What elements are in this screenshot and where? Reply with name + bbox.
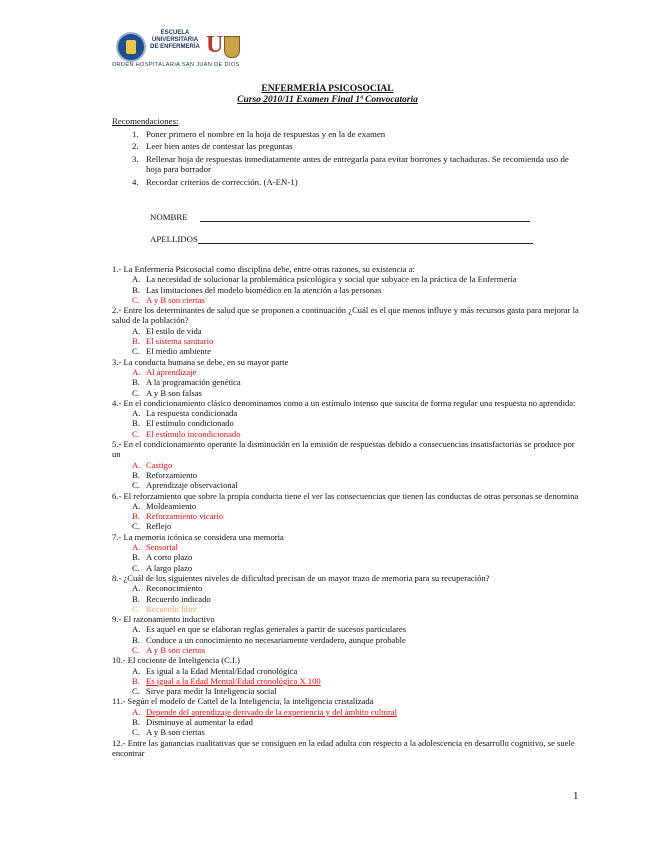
answer-option[interactable]: [112, 460, 582, 470]
option-letter: C.: [132, 387, 140, 398]
option-letter: C.: [132, 428, 140, 439]
option-text: Al aprendizaje: [146, 366, 197, 377]
answer-option[interactable]: [112, 727, 582, 737]
surname-field[interactable]: [150, 234, 533, 244]
recommendation-text: Rellenar hoja de respuestas inmediatamente antes de entregarla para evitar borrones y tachaduras. Se recomienda uso de hoja para borrador: [146, 153, 569, 175]
option-text: El estímulo incondicionado: [146, 428, 241, 439]
option-letter: B.: [132, 717, 140, 728]
option-letter: C.: [132, 480, 140, 491]
answer-option[interactable]: [112, 408, 582, 418]
question-block: [112, 264, 582, 305]
recommendations-title: Recomendaciones:: [112, 116, 179, 126]
option-text: A y B son falsas: [146, 387, 202, 398]
question-text: 8.- ¿Cuál de los siguientes niveles de dificultad precisan de un mayor trazo de memoria para su recuperación?: [112, 572, 490, 583]
option-letter: C.: [132, 294, 140, 305]
option-text: Las limitaciones del modelo biomédico en la atención a las personas: [146, 284, 382, 295]
option-letter: B.: [132, 336, 140, 347]
answer-option[interactable]: [112, 552, 582, 562]
option-text: El estilo de vida: [146, 325, 202, 336]
option-text: Sirve para medir la Inteligencia social: [146, 686, 277, 697]
questions-list: [112, 264, 582, 758]
question-text: 10.- El cociente de Inteligencia (C.I.): [112, 655, 240, 666]
question-text: 11.- Según el modelo de Cattel de la Inteligencia, la inteligencia cristalizada: [112, 696, 374, 707]
answer-option[interactable]: [112, 367, 582, 377]
exam-subtitle: Curso 2010/11 Examen Final 1ª Convocatoria: [237, 95, 418, 105]
option-letter: C.: [132, 686, 140, 697]
option-text: Depende del aprendizaje derivado de la experiencia y del ámbito cultural: [146, 706, 398, 717]
option-text: El medio ambiente: [146, 346, 211, 357]
option-text: Castigo: [146, 459, 173, 470]
option-letter: C.: [132, 727, 140, 738]
answer-option[interactable]: [112, 624, 582, 634]
answer-option[interactable]: [112, 542, 582, 552]
option-letter: B.: [132, 634, 140, 645]
option-text: Disminuye al aumentar la edad: [146, 717, 253, 728]
question-text: 3.- La conducta humana se debe, en su mayor parte: [112, 356, 289, 367]
option-letter: B.: [132, 418, 140, 429]
option-letter: A.: [132, 624, 141, 635]
recommendations: [112, 116, 582, 190]
option-text: Aprendizaje observacional: [146, 480, 238, 491]
option-text: Reforzamiento: [146, 469, 198, 480]
option-letter: A.: [132, 408, 141, 419]
answer-option[interactable]: [112, 604, 582, 614]
answer-option[interactable]: [112, 295, 582, 305]
option-letter: B.: [132, 593, 140, 604]
option-letter: C.: [132, 562, 140, 573]
surname-line[interactable]: [198, 234, 533, 244]
recommendation-item: [112, 177, 582, 188]
option-letter: C.: [132, 346, 140, 357]
question-block: [112, 738, 582, 759]
exam-title: [0, 84, 655, 106]
option-text: Es igual a la Edad Mental/Edad cronológica X 100: [146, 675, 321, 686]
question-block: [112, 573, 582, 614]
question-block: [112, 655, 582, 696]
option-letter: A.: [132, 459, 141, 470]
option-text: A y B son ciertas: [146, 727, 205, 738]
answer-option[interactable]: [112, 563, 582, 573]
option-text: Recuerdo indicado: [146, 593, 211, 604]
name-label: NOMBRE: [150, 212, 188, 222]
question-block: [112, 398, 582, 439]
option-text: A corto plazo: [146, 552, 193, 563]
option-text: Reflejo: [146, 521, 172, 532]
option-letter: A.: [132, 500, 141, 511]
answer-option[interactable]: [112, 717, 582, 727]
option-letter: A.: [132, 542, 141, 553]
option-text: A largo plazo: [146, 562, 193, 573]
option-text: Es aquel en que se elaboran reglas generales a partir de sucesos particulares: [146, 624, 407, 635]
recommendation-number: 1.: [132, 128, 139, 139]
option-text: La necesidad de solucionar la problemática psicológica y social que subyace en la práctica de la Enfermería: [146, 274, 517, 285]
option-text: Sensorial: [146, 542, 178, 553]
question-block: [112, 614, 582, 655]
question-text: 1.- La Enfermería Psicosocial como disciplina debe, entre otras razones, su existencia a:: [112, 264, 415, 274]
recommendation-item: [112, 154, 582, 175]
option-letter: A.: [132, 325, 141, 336]
question-block: [112, 532, 582, 573]
question-text: 9.- El razonamiento inductivo: [112, 614, 215, 625]
recommendation-text: Recordar criterios de corrección. (A-EN-1): [146, 176, 298, 187]
answer-option[interactable]: [112, 666, 582, 676]
option-letter: B.: [132, 552, 140, 563]
answer-option[interactable]: [112, 707, 582, 717]
question-text: 12.- Entre las ganancias cualitativas que se consiguen en la edad adulta con respecto a la adolescencia en desarrollo cognitivo, se suele encontrar: [112, 737, 575, 758]
logo-text: ESCUELA UNIVERSITARIA DE ENFERMERÍA: [150, 30, 200, 50]
option-letter: C.: [132, 603, 140, 614]
option-letter: C.: [132, 521, 140, 532]
recommendations-list: [112, 129, 582, 188]
answer-option[interactable]: [112, 480, 582, 490]
answer-option[interactable]: [112, 511, 582, 521]
answer-option[interactable]: [112, 676, 582, 686]
option-letter: C.: [132, 644, 140, 655]
option-letter: A.: [132, 706, 141, 717]
option-letter: B.: [132, 284, 140, 295]
question-block: [112, 357, 582, 398]
option-text: El estímulo condicionado: [146, 418, 234, 429]
question-block: [112, 305, 582, 356]
answer-option[interactable]: [112, 418, 582, 428]
option-text: Moldeamiento: [146, 500, 197, 511]
recommendation-item: [112, 129, 582, 140]
recommendation-number: 3.: [132, 153, 139, 164]
page-number: 1: [573, 790, 579, 802]
answer-option[interactable]: [112, 285, 582, 295]
recommendation-number: 2.: [132, 141, 139, 152]
question-text: 4.- En el condicionamiento clásico denominamos como a un estímulo intenso que suscita de forma regular una respuesta no aprendida:: [112, 397, 576, 408]
question-text: 7.- La memoria icónica se considera una memoria: [112, 531, 284, 542]
name-field[interactable]: [150, 212, 530, 222]
seal-icon: [116, 32, 146, 62]
logo-footer: ORDEN HOSPITALARIA SAN JUAN DE DIOS: [112, 62, 240, 68]
option-text: A y B son ciertas: [146, 294, 205, 305]
question-block: [112, 696, 582, 737]
option-text: Reforzamiento vicario: [146, 511, 224, 522]
option-letter: A.: [132, 583, 141, 594]
option-letter: A.: [132, 274, 141, 285]
name-line[interactable]: [200, 212, 530, 222]
option-text: Conduce a un conocimiento no necesariamente verdadero, aunque probable: [146, 634, 406, 645]
option-text: El sistema sanitario: [146, 336, 214, 347]
answer-option[interactable]: [112, 686, 582, 696]
option-text: Recuerdo libre: [146, 603, 197, 614]
option-letter: B.: [132, 377, 140, 388]
option-letter: B.: [132, 511, 140, 522]
option-text: Reconocimiento: [146, 583, 203, 594]
option-text: Es igual a la Edad Mental/Edad cronológica: [146, 665, 298, 676]
university-logo-icon: U: [206, 32, 242, 60]
answer-option[interactable]: [112, 274, 582, 284]
answer-option[interactable]: [112, 645, 582, 655]
question-text: 5.- En el condicionamiento operante la disminución en la emisión de respuestas debido a consecuencias insatisfactorias se produce por un: [112, 439, 575, 460]
recommendation-text: Poner primero el nombre en la hoja de respuestas y en la de examen: [146, 128, 386, 139]
answer-option[interactable]: [112, 388, 582, 398]
question-block: [112, 439, 582, 490]
recommendation-number: 4.: [132, 176, 139, 187]
recommendation-item: [112, 141, 582, 152]
recommendation-text: Leer bien antes de contestar las preguntas: [146, 141, 293, 152]
question-block: [112, 491, 582, 532]
option-letter: B.: [132, 675, 140, 686]
surname-label: APELLIDOS: [150, 234, 198, 244]
answer-option[interactable]: [112, 326, 582, 336]
option-letter: A.: [132, 665, 141, 676]
answer-option[interactable]: [112, 470, 582, 480]
answer-option[interactable]: [112, 594, 582, 604]
option-text: La respuesta condicionada: [146, 408, 238, 419]
course-title: ENFERMERÍA PSICOSOCIAL: [261, 84, 394, 94]
option-letter: B.: [132, 469, 140, 480]
answer-option[interactable]: [112, 346, 582, 356]
answer-option[interactable]: [112, 501, 582, 511]
answer-option[interactable]: [112, 521, 582, 531]
answer-option[interactable]: [112, 635, 582, 645]
question-text: 2.- Entre los determinantes de salud que se proponen a continuación ¿Cuál es el que menos influye y más recursos gasta para mejorar la salud de la población?: [112, 305, 579, 326]
option-letter: A.: [132, 366, 141, 377]
question-text: 6.- El reforzamiento que sobre la propia conducta tiene el ver las consecuencias que tienen las conductas de otras personas se denomina: [112, 490, 579, 501]
answer-option[interactable]: [112, 336, 582, 346]
answer-option[interactable]: [112, 429, 582, 439]
answer-option[interactable]: [112, 377, 582, 387]
answer-option[interactable]: [112, 583, 582, 593]
option-text: A la programación genética: [146, 377, 241, 388]
option-text: A y B son ciertos: [146, 644, 206, 655]
